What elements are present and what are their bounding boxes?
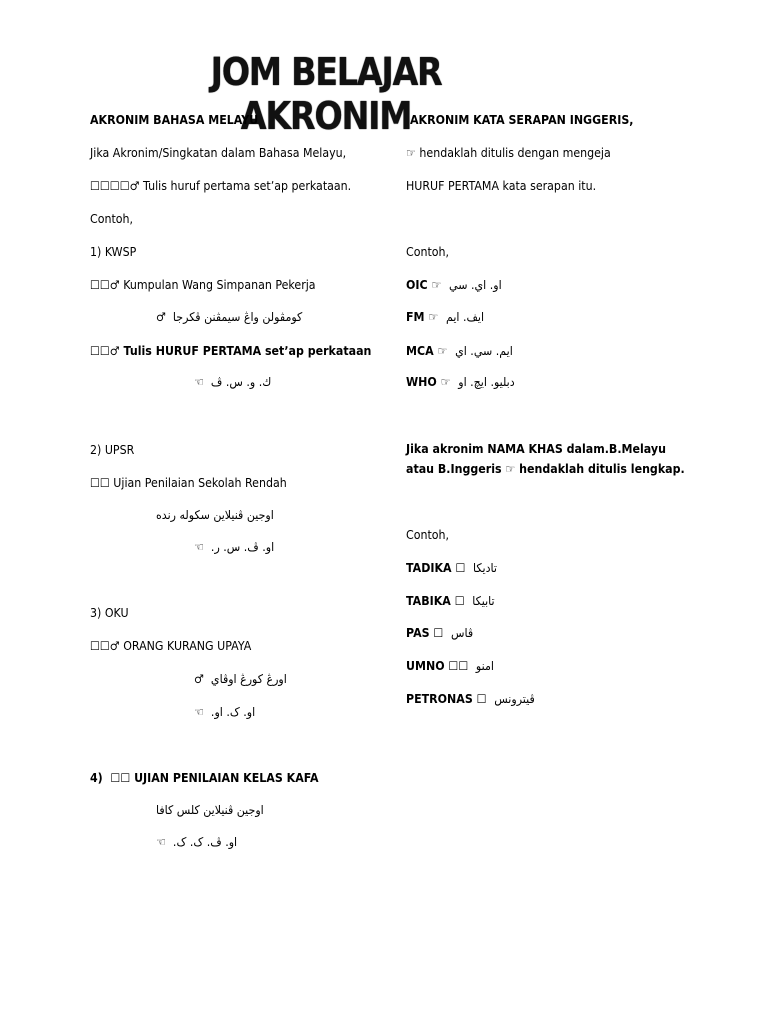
right-contoh-2: Contoh,: [406, 528, 450, 542]
male-symbol-icon: ☐☐♂: [90, 344, 120, 358]
example-3-label: 3) OKU: [90, 606, 129, 620]
right-intro-2: HURUF PERTAMA kata serapan itu.: [406, 179, 597, 193]
male-symbol-icon: ♂: [194, 672, 204, 686]
box-icon: ☐: [433, 626, 444, 640]
box-icon: ☐: [454, 594, 465, 608]
pointing-hand-icon: ☜: [194, 540, 204, 554]
pointing-hand-icon: ☞: [406, 146, 416, 160]
left-contoh: Contoh,: [90, 212, 134, 226]
example-tadika: TADIKA ☐ تاديکا: [406, 561, 497, 575]
example-umno: UMNO ☐☐ امنو: [406, 659, 494, 673]
example-4-jawi: اوجين ڤنيلاين كلس كافا: [156, 803, 264, 817]
right-intro: ☞ hendaklah ditulis dengan mengeja: [406, 146, 611, 160]
example-1-label: 1) KWSP: [90, 245, 137, 259]
example-4-label: 4) ☐☐ UJIAN PENILAIAN KELAS KAFA: [90, 771, 319, 785]
male-symbol-icon: ☐☐♂: [90, 639, 120, 653]
pointing-hand-icon: ☞: [440, 375, 451, 389]
left-intro: Jika Akronim/Singkatan dalam Bahasa Melayu,: [90, 146, 347, 160]
box-icon: ☐: [455, 561, 466, 575]
example-2-full: ☐☐ Ujian Penilaian Sekolah Rendah: [90, 476, 287, 490]
right-contoh: Contoh,: [406, 245, 450, 259]
box-icon: ☐: [476, 692, 487, 706]
pointing-hand-icon: ☜: [194, 705, 204, 719]
pointing-hand-icon: ☞: [431, 278, 442, 292]
box-icon: ☐☐: [90, 476, 110, 490]
example-3-abbr: ☜ او. ک. او.: [194, 705, 256, 719]
example-1-abbr: ☜ ك. و. س. ڤ: [194, 375, 272, 389]
nama-khas-line-2: atau B.Inggeris ☞ hendaklah ditulis lengkap.: [406, 462, 685, 476]
pointing-hand-icon: ☞: [505, 462, 516, 476]
example-mca: MCA ☞ ايم. سي. اي: [406, 344, 513, 358]
example-who: WHO ☞ دبليو. ايچ. او: [406, 375, 515, 389]
pointing-hand-icon: ☜: [156, 835, 166, 849]
male-symbol-icon: ☐☐♂: [90, 278, 120, 292]
box-icon: ☐☐: [110, 771, 131, 785]
example-oic: OIC ☞ او. اي. سي: [406, 278, 502, 292]
example-3-full: ☐☐♂ ORANG KURANG UPAYA: [90, 639, 252, 653]
example-3-jawi: ♂ اورڠ کورڠ اوڤاي: [194, 672, 287, 686]
left-rule: ☐☐☐☐♂ Tulis huruf pertama setʼap perkataan.: [90, 179, 352, 193]
pointing-hand-icon: ☜: [194, 375, 204, 389]
left-heading: AKRONIM BAHASA MELAYU: [90, 113, 259, 127]
example-2-jawi: اوجين ڤنيلاين سكوله رنده: [156, 508, 274, 522]
example-petronas: PETRONAS ☐ ڤيترونس: [406, 692, 535, 706]
example-1-full: ☐☐♂ Kumpulan Wang Simpanan Pekerja: [90, 278, 316, 292]
nama-khas-line-1: Jika akronim NAMA KHAS dalam.B.Melayu: [406, 442, 666, 456]
male-symbol-icon: ♂: [156, 310, 166, 324]
page-title: JOM BELAJAR AKRONIM: [210, 50, 442, 138]
pointing-hand-icon: ☞: [437, 344, 448, 358]
example-pas: PAS ☐ ڤاس: [406, 626, 474, 640]
box-icon: ☐☐: [448, 659, 469, 673]
right-heading: AKRONIM KATA SERAPAN INGGERIS,: [410, 113, 634, 127]
example-4-abbr: ☜ او. ڤ. ک. ک.: [156, 835, 238, 849]
pointing-hand-icon: ☞: [428, 310, 439, 324]
example-tabika: TABIKA ☐ تابيکا: [406, 594, 495, 608]
male-symbol-icon: ☐☐☐☐♂: [90, 179, 140, 193]
example-1-jawi: ♂ كومڤولن واڠ سيمڤنن ڤكرجا: [156, 310, 303, 324]
example-1-rule: ☐☐♂ Tulis HURUF PERTAMA setʼap perkataan: [90, 344, 372, 358]
example-2-label: 2) UPSR: [90, 443, 135, 457]
example-fm: FM ☞ ايف. ايم: [406, 310, 485, 324]
example-2-abbr: ☜ او. ڤ. س. ر.: [194, 540, 275, 554]
